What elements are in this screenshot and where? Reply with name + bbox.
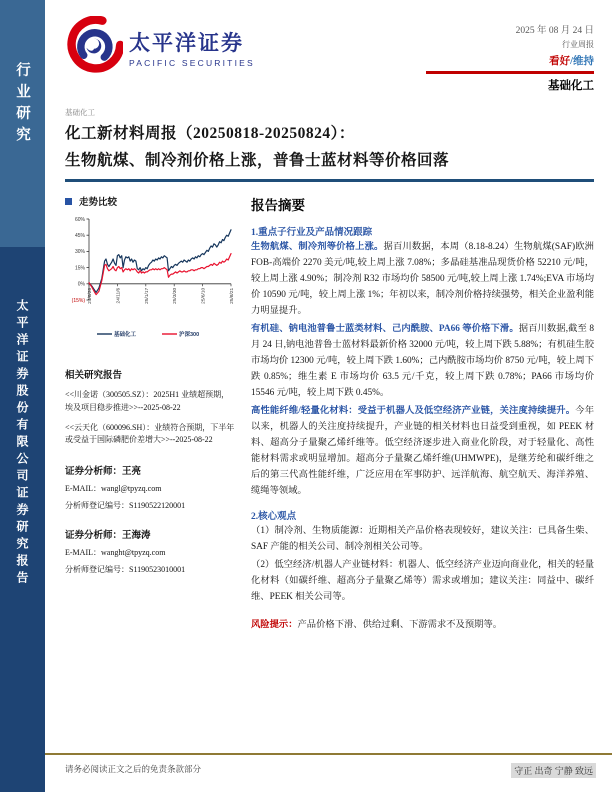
report-date: 2025 年 08 月 24 日 [515,26,594,36]
related-reports-heading: 相关研究报告 [65,371,123,382]
header-meta [426,22,594,93]
pacific-compass-icon [65,16,123,79]
masthead [65,16,594,93]
summary-paragraph [251,240,594,320]
brand-name-cn: 太平洋证券 [129,32,244,55]
left-column [65,194,237,636]
blue-square-bullet-icon [65,198,72,205]
svg-text:15%: 15% [74,265,85,272]
paragraph-body: 今年以来，机器人的关注度持续提升，产业链的相关材料也日益受到重视，如 PEEK 材料、超高分子量聚乙烯纤维等。低空经济逐步进入商业化阶段，对于轻量化、高性能材料需求或明显增加。超高分子量聚乙烯纤维(UHMWPE)，是继芳纶和碳纤维之后的第三代高性能纤维，广泛应用在军事防护、远洋航海、航空航天、海洋养殖、缆绳等领域。 [251,406,594,497]
industry-rating [426,53,594,68]
svg-text:25/1/17: 25/1/17 [144,288,150,305]
summary-paragraph [251,404,594,500]
section2-title: 2.核心观点 [251,512,297,522]
summary-column [251,194,594,636]
brand-text [129,27,255,68]
analyst-name: 证券分析师：王亮 [65,466,142,477]
report-title-line2: 生物航煤、制冷剂价格上涨，普鲁士蓝材料等价格回落 [65,152,450,170]
svg-text:(15%): (15%) [71,298,85,305]
sidebar-industry-research [0,0,45,247]
analyst-name: 证券分析师：王海涛 [65,530,151,541]
summary-heading: 报告摘要 [251,198,305,214]
page-footer [45,753,612,792]
rating-slash: / [570,56,573,67]
viewpoint-paragraph: （1）制冷剂、生物质能源：近期相关产品价格表现较好，建议关注：已具备生柴、SAF 产能的相关公司、制冷剂相关公司等。 [251,526,594,552]
company-motto: 守正 出奇 宁静 致远 [511,763,596,778]
svg-text:24/8/26: 24/8/26 [88,288,93,305]
disclaimer-note: 请务必阅读正文之后的免责条款部分 [65,764,202,774]
paragraph-lead: 高性能纤维/轻量化材料：受益于机器人及低空经济产业链，关注度持续提升。 [251,406,576,417]
svg-text:60%: 60% [74,217,85,224]
paragraph-lead: 生物航煤、制冷剂等价格上涨。 [251,242,384,253]
rating-value: 看好 [549,56,571,67]
brand-logo [65,16,255,79]
report-title [65,120,594,174]
industry-eyebrow: 基础化工 [65,108,95,117]
trend-chart [65,214,237,347]
svg-text:25/3/30: 25/3/30 [173,288,179,305]
industry-name: 基础化工 [548,80,594,92]
risk-label: 风险提示： [251,619,298,630]
analyst-block [65,527,237,575]
brand-name-en: PACIFIC SECURITIES [129,58,255,68]
analyst-license: 分析师登记编号：S1190523010001 [65,564,186,574]
viewpoint-paragraph: （2）低空经济/机器人产业链材料：机器人、低空经济产业迈向商业化，相关的轻量化材料（如碳纤维、超高分子量聚乙烯等）需求或增加；建议关注：同益中、碳纤维、PEEK 相关公司等。 [251,559,594,602]
report-type: 行业周报 [562,40,594,49]
body-columns [65,194,594,636]
svg-text:24/11/6: 24/11/6 [116,288,122,304]
svg-text:基础化工: 基础化工 [114,332,137,339]
svg-text:45%: 45% [74,233,85,240]
paragraph-body: 据百川数据，本周（8.18-8.24）生物航煤(SAF)欧洲 FOB-高端价 2270 美元/吨,较上周上涨 7.08%；多晶硅基准品现货价格 52210 元/吨，较上周上涨 4.90%；制冷剂 R32 市场均价 58500 元/吨,较上周上涨 1.74%;EVA 市场均价 10590 元/吨，较上周上涨 1%；年初以来，制冷剂价格持续强势，相关企业盈利能力明显提升。 [251,242,594,317]
sidebar [0,0,45,792]
sidebar-top-label: 行业研究 [14,62,30,148]
summary-paragraph [251,322,594,402]
risk-body: 产品价格下滑、供给过剩、下游需求不及预期等。 [297,619,503,630]
svg-text:25/8/21: 25/8/21 [230,288,235,305]
svg-text:沪深300: 沪深300 [179,332,200,339]
paragraph-body: 据百川数据,截至 8 月 24 日,钠电池普鲁士蓝材料最新价格 32000 元/吨，较上周下跌 5.88%；有机硅生胶市场均价 12300 元/吨，较上周下跌 1.60%；己内酰胺市场均价 8750 元/吨，较上周下跌 0.85%；维生素 E 市场均价 63.5 元/千克，较上周下跌 0.78%；PA66 市场均价 15546 元/吨，较上周下跌 0.45%。 [251,324,594,399]
analyst-email: E-MAIL：wanght@tpyzq.com [65,547,166,557]
page-content [45,0,612,750]
svg-text:30%: 30% [74,249,85,256]
svg-text:25/6/10: 25/6/10 [201,288,207,305]
trend-heading-label: 走势比较 [79,198,118,209]
related-report-item: <<云天化（600096.SH）：业绩符合预期，下半年或受益于国际磷肥价差增大>>--2025-08-22 [65,423,235,445]
red-divider [426,71,594,74]
sidebar-bottom-label: 太平洋证券股份有限公司证券研究报告 [15,299,29,588]
related-report-item: <<川金诺（300505.SZ）：2025H1 业绩超预期，埃及项目稳步推进>>--2025-08-22 [65,390,230,412]
report-title-line1: 化工新材料周报（20250818-20250824）： [65,125,355,142]
paragraph-lead: 有机硅、钠电池普鲁士蓝类材料、己内酰胺、PA66 等价格下滑。 [251,324,519,335]
analyst-email: E-MAIL：wangl@tpyzq.com [65,483,162,493]
section1-title: 1.重点子行业及产品情况跟踪 [251,228,373,239]
analyst-block [65,463,237,511]
rating-action: 维持 [573,56,594,67]
title-divider [65,179,594,182]
trend-comparison-heading [65,194,237,208]
risk-warning [251,618,594,634]
analyst-license: 分析师登记编号：S1190522120001 [65,500,186,510]
svg-text:0%: 0% [77,281,85,288]
sidebar-company-label [0,247,45,792]
